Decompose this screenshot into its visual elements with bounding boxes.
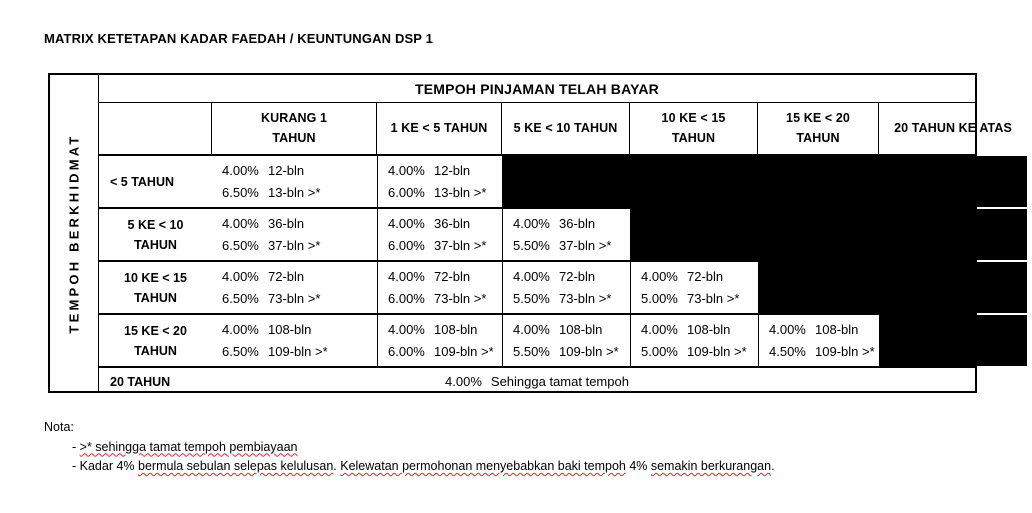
- cell-term: 36-bln: [559, 216, 596, 232]
- cell-term: 72-bln: [434, 269, 471, 285]
- cell-term: 36-bln: [268, 216, 305, 232]
- cell-line-1: [222, 160, 377, 181]
- cell-line-1: [222, 266, 377, 287]
- page-title: MATRIX KETETAPAN KADAR FAEDAH / KEUNTUNGAN DSP 1: [44, 31, 434, 46]
- table-cell: [502, 315, 630, 366]
- cell-rate: 6.00%: [388, 343, 425, 359]
- cell-line-1: [222, 213, 377, 234]
- table-cell: [212, 315, 377, 366]
- cell-rate: 4.00%: [388, 322, 425, 338]
- cell-line-2: [513, 235, 630, 256]
- column-header-line1: KURANG 1: [260, 111, 328, 126]
- final-row-rate: 4.00%: [445, 374, 482, 389]
- cell-rate: 6.00%: [388, 290, 425, 306]
- notes-heading: Nota:: [44, 420, 74, 434]
- cell-rate: 6.50%: [222, 184, 259, 200]
- row-header-15-to-20-tahun: [99, 315, 212, 366]
- cell-rate: 4.00%: [513, 269, 550, 285]
- cell-term: 108-bln: [268, 322, 312, 338]
- cell-rate: 5.00%: [641, 290, 678, 306]
- cell-rate: 6.50%: [222, 237, 259, 253]
- cell-term: 73-bln >*: [559, 290, 612, 306]
- table-row: [99, 156, 975, 209]
- cell-term: 12-bln: [268, 163, 305, 179]
- cell-term: 108-bln: [687, 322, 731, 338]
- cell-line-2: [222, 182, 377, 203]
- cell-term: 108-bln: [559, 322, 603, 338]
- cell-rate: 4.00%: [513, 322, 550, 338]
- note-item-text: >* sehingga tamat tempoh pembiayaan: [79, 439, 298, 454]
- table-row: [99, 315, 975, 368]
- row-header-line1: 5 KE < 10: [127, 217, 184, 232]
- cell-line-2: [222, 235, 377, 256]
- cell-term: 72-bln: [268, 269, 305, 285]
- cell-term: 72-bln: [559, 269, 596, 285]
- cell-line-1: [513, 266, 630, 287]
- cell-rate: 5.50%: [513, 343, 550, 359]
- final-row-text: Sehingga tamat tempoh: [490, 374, 629, 389]
- table-cell: [630, 262, 758, 313]
- cell-line-1: [388, 160, 502, 181]
- table-grid: [99, 75, 1012, 391]
- row-header-20-tahun: 20 TAHUN: [110, 374, 171, 389]
- cell-line-1: [388, 266, 502, 287]
- cell-line-1: [769, 319, 879, 340]
- table-cell: [758, 315, 879, 366]
- cell-term: 37-bln >*: [559, 237, 612, 253]
- blacked-out-region: [879, 315, 1027, 366]
- cell-rate: 4.00%: [388, 163, 425, 179]
- row-header-less-than-5-tahun: [99, 156, 212, 207]
- table-row: [99, 262, 975, 315]
- cell-term: 73-bln >*: [268, 290, 321, 306]
- cell-line-1: [388, 319, 502, 340]
- cell-term: 108-bln: [815, 322, 859, 338]
- cell-term: 37-bln >*: [434, 237, 487, 253]
- column-axis-label: TEMPOH PINJAMAN TELAH BAYAR: [99, 75, 975, 103]
- cell-rate: 6.50%: [222, 290, 259, 306]
- blacked-out-region: [630, 209, 1027, 260]
- cell-line-2: [769, 341, 879, 362]
- column-header-row: [99, 103, 1012, 156]
- column-header-line2: TAHUN: [272, 130, 316, 145]
- cell-rate: 4.00%: [222, 216, 259, 232]
- cell-rate: 6.50%: [222, 343, 259, 359]
- cell-term: 109-bln >*: [687, 343, 747, 359]
- cell-term: 72-bln: [687, 269, 724, 285]
- cell-line-1: [388, 213, 502, 234]
- cell-line-2: [513, 341, 630, 362]
- cell-term: 109-bln >*: [268, 343, 328, 359]
- cell-line-2: [513, 288, 630, 309]
- column-header-line1: 10 KE < 15: [661, 111, 726, 126]
- cell-rate: 4.00%: [388, 269, 425, 285]
- cell-line-1: [222, 319, 377, 340]
- blacked-out-region: [502, 156, 1027, 207]
- cell-rate: 4.00%: [641, 269, 678, 285]
- cell-rate: 6.00%: [388, 237, 425, 253]
- cell-rate: 5.00%: [641, 343, 678, 359]
- column-header-line1: 5 KE < 10 TAHUN: [513, 120, 618, 135]
- column-header-line1: 1 KE < 5 TAHUN: [390, 120, 488, 135]
- cell-line-2: [222, 341, 377, 362]
- table-cell: [502, 262, 630, 313]
- row-header-line1: < 5 TAHUN: [110, 174, 175, 189]
- cell-rate: 4.00%: [388, 216, 425, 232]
- cell-term: 13-bln >*: [434, 184, 487, 200]
- cell-line-1: [513, 213, 630, 234]
- table-cell: [377, 262, 502, 313]
- table-cell: [630, 315, 758, 366]
- cell-term: 73-bln >*: [687, 290, 740, 306]
- cell-line-1: [641, 319, 758, 340]
- column-header-20-tahun-ke-atas: [879, 103, 1027, 154]
- cell-line-2: [388, 182, 502, 203]
- blacked-out-region: [758, 262, 1027, 313]
- cell-rate: 4.00%: [222, 322, 259, 338]
- cell-rate: 4.00%: [513, 216, 550, 232]
- table-cell: [212, 156, 377, 207]
- cell-line-2: [388, 288, 502, 309]
- row-header-line1: 15 KE < 20: [124, 323, 187, 338]
- interest-rate-matrix-table: [48, 73, 1012, 393]
- column-header-kurang-1-tahun: [212, 103, 377, 154]
- note-item-text-3: semakin berkurangan: [650, 459, 772, 473]
- cell-term: 12-bln: [434, 163, 471, 179]
- cell-rate: 5.50%: [513, 237, 550, 253]
- table-cell: [377, 209, 502, 260]
- cell-line-1: [513, 319, 630, 340]
- cell-term: 109-bln >*: [815, 343, 875, 359]
- cell-term: 36-bln: [434, 216, 471, 232]
- column-header-corner: [99, 103, 212, 154]
- row-header-5-to-10-tahun: [99, 209, 212, 260]
- row-header-line2: TAHUN: [134, 237, 177, 252]
- cell-rate: 4.50%: [769, 343, 806, 359]
- row-axis-label: [50, 75, 99, 391]
- cell-line-2: [641, 341, 758, 362]
- note-item-text: bermula sebulan selepas kelulusan: [138, 459, 334, 473]
- cell-rate: 4.00%: [641, 322, 678, 338]
- column-header-15-to-20-tahun: [758, 103, 879, 154]
- table-cell: [502, 209, 630, 260]
- cell-line-2: [641, 288, 758, 309]
- cell-rate: 6.00%: [388, 184, 425, 200]
- cell-term: 109-bln >*: [559, 343, 619, 359]
- table-row: [99, 209, 975, 262]
- row-header-10-to-15-tahun: [99, 262, 212, 313]
- cell-term: 37-bln >*: [268, 237, 321, 253]
- cell-line-2: [388, 341, 502, 362]
- cell-term: 73-bln >*: [434, 290, 487, 306]
- cell-rate: 4.00%: [222, 163, 259, 179]
- table-row-final: [99, 368, 975, 395]
- cell-line-1: [641, 266, 758, 287]
- final-row-value: [99, 368, 975, 395]
- cell-term: 108-bln: [434, 322, 478, 338]
- note-item-text-2: Kelewatan permohonan menyebabkan baki tempoh: [340, 459, 626, 473]
- notes-section: [44, 421, 775, 480]
- column-header-line2: TAHUN: [671, 130, 716, 145]
- note-item: - Kadar 4% bermula sebulan selepas kelulusan. Kelewatan permohonan menyebabkan baki tempoh 4% semakin berkurangan.: [72, 459, 775, 473]
- row-axis-label-text: TEMPOH BERKHIDMAT: [66, 132, 82, 334]
- column-header-10-to-15-tahun: [630, 103, 758, 154]
- column-header-line1: 20 TAHUN KE ATAS: [894, 120, 1012, 135]
- cell-term: 109-bln >*: [434, 343, 494, 359]
- row-header-line2: TAHUN: [134, 290, 177, 305]
- table-cell: [212, 209, 377, 260]
- cell-rate: 5.50%: [513, 290, 550, 306]
- cell-rate: 4.00%: [769, 322, 806, 338]
- column-header-line2: TAHUN: [796, 130, 840, 145]
- row-header-line2: TAHUN: [134, 343, 177, 358]
- table-cell: [212, 262, 377, 313]
- table-cell: [377, 156, 502, 207]
- table-cell: [377, 315, 502, 366]
- column-header-1-to-5-tahun: [377, 103, 502, 154]
- column-header-line1: 15 KE < 20: [786, 111, 850, 126]
- cell-line-2: [388, 235, 502, 256]
- column-header-5-to-10-tahun: [502, 103, 630, 154]
- note-item: - >* sehingga tamat tempoh pembiayaan: [72, 439, 298, 454]
- cell-term: 13-bln >*: [268, 184, 321, 200]
- cell-rate: 4.00%: [222, 269, 259, 285]
- row-header-line1: 10 KE < 15: [124, 270, 187, 285]
- cell-line-2: [222, 288, 377, 309]
